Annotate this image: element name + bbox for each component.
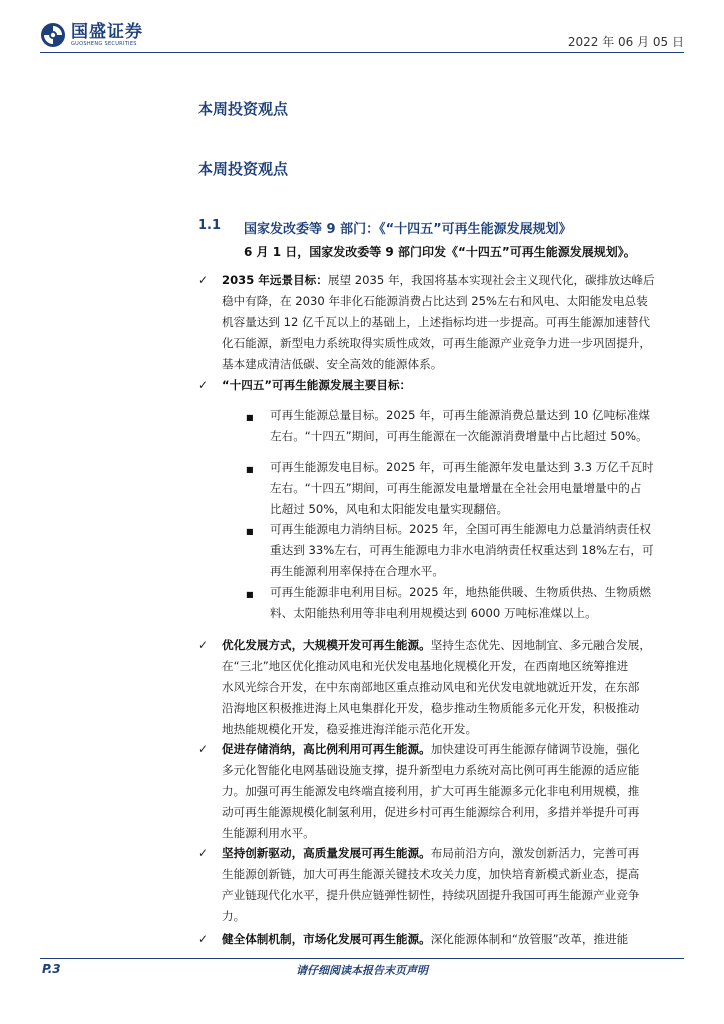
- item-text: 深化能源体制和“放管服”改革，推进能: [430, 932, 629, 946]
- list-item: [222, 375, 684, 396]
- item-heading: 2035 年远景目标：: [222, 273, 328, 287]
- disclaimer-note: 请仔细阅读本报告末页声明: [296, 964, 428, 977]
- subsection-title: 国家发改委等 9 部门：《“十四五”可再生能源发展规划》: [244, 222, 572, 237]
- lead-paragraph: 6 月 1 日，国家发改委等 9 部门印发《“十四五”可再生能源发展规划》。: [244, 245, 636, 259]
- item-text: 化石能源，新型电力系统取得实质性成效，可再生能源产业竞争力进一步巩固提升，: [222, 336, 651, 350]
- bullet-square-icon: ■: [246, 590, 254, 599]
- page-header: [0, 0, 724, 56]
- item-text: 沿海地区积极推进海上风电集群化开发，稳步推动生物质能多元化开发，积极推动: [222, 701, 640, 715]
- item-text: 力。: [222, 909, 246, 923]
- target-text: 左右。“十四五”期间，可再生能源在一次能源消费增量中占比超过 50%。: [270, 429, 648, 443]
- bullet-square-icon: ■: [246, 527, 254, 536]
- target-text: 重达到 33%左右，可再生能源电力非水电消纳责任权重达到 18%左右，可: [270, 543, 654, 557]
- target-text: 可再生能源非电利用目标。2025 年，地热能供暖、生物质供热、生物质燃: [270, 585, 652, 599]
- bullet-square-icon: ■: [246, 465, 254, 474]
- item-heading: 健全体制机制，市场化发展可再生能源。: [222, 932, 431, 946]
- check-icon: ✓: [198, 638, 209, 652]
- list-item: [222, 270, 684, 375]
- item-heading: 坚持创新驱动，高质量发展可再生能源。: [222, 846, 431, 860]
- item-text: 加快建设可再生能源存储调节设施，强化: [430, 742, 640, 756]
- check-icon: ✓: [198, 742, 209, 756]
- item-heading: “十四五”可再生能源发展主要目标：: [222, 378, 412, 392]
- list-item: [222, 843, 684, 927]
- target-item: [270, 519, 684, 582]
- target-item: [270, 457, 684, 520]
- target-item: [270, 405, 684, 447]
- check-icon: ✓: [198, 932, 209, 946]
- target-text: 可再生能源总量目标。2025 年，可再生能源消费总量达到 10 亿吨标准煤: [270, 408, 650, 422]
- brand-logo: [40, 22, 143, 48]
- target-text: 可再生能源电力消纳目标。2025 年，全国可再生能源电力总量消纳责任权: [270, 522, 652, 536]
- item-text: 机容量达到 12 亿千瓦以上的基础上，上述指标均进一步提高。可再生能源加速替代: [222, 315, 650, 329]
- target-item: [270, 582, 684, 624]
- item-text: 布局前沿方向，激发创新活力，完善可再: [430, 846, 640, 860]
- item-heading: 优化发展方式，大规模开发可再生能源。: [222, 638, 431, 652]
- item-text: 产业链现代化水平，提升供应链弹性韧性，持续巩固提升我国可再生能源产业竞争: [222, 888, 640, 902]
- brand-name-en: GUOSHENG SECURITIES: [71, 40, 137, 47]
- item-text: 展望 2035 年，我国将基本实现社会主义现代化，碳排放达峰后: [327, 273, 655, 287]
- item-text: 水风光综合开发，在中东南部地区重点推动风电和光伏发电就地就近开发，在东部: [222, 680, 640, 694]
- subsection-number: 1.1: [198, 218, 222, 233]
- footer-divider: [40, 958, 684, 959]
- item-text: 动可再生能源规模化制氢利用，促进乡村可再生能源综合利用，多措并举提升可再: [222, 805, 640, 819]
- check-icon: ✓: [198, 846, 209, 860]
- item-text: 坚持生态优先、因地制宜、多元融合发展，: [430, 638, 651, 652]
- page-number: P.3: [42, 962, 61, 976]
- header-divider: [40, 52, 684, 53]
- guosheng-logo-icon: [40, 22, 66, 48]
- bullet-square-icon: ■: [246, 413, 254, 422]
- item-text: 在“三北”地区优化推动风电和光伏发电基地化规模化开发，在西南地区统筹推进: [222, 659, 629, 673]
- list-item: [222, 929, 684, 950]
- check-icon: ✓: [198, 273, 209, 287]
- list-item: [222, 739, 684, 844]
- list-item: [222, 635, 684, 740]
- item-text: 力。加强可再生能源发电终端直接利用，扩大可再生能源多元化非电利用规模，推: [222, 784, 640, 798]
- brand-name: 国盛证券: [71, 21, 143, 42]
- section-title: 本周投资观点: [198, 100, 289, 118]
- item-text: 生能源利用水平。: [222, 826, 315, 840]
- item-heading: 促进存储消纳，高比例利用可再生能源。: [222, 742, 431, 756]
- target-text: 比超过 50%，风电和太阳能发电量实现翻倍。: [270, 502, 509, 516]
- section-title: 本周投资观点: [198, 160, 289, 178]
- target-text: 再生能源利用率保持在合理水平。: [270, 564, 444, 578]
- target-text: 左右。“十四五”期间，可再生能源发电量增量在全社会用电量增量中的占: [270, 481, 642, 495]
- item-text: 多元化智能化电网基础设施支撑，提升新型电力系统对高比例可再生能源的适应能: [222, 763, 640, 777]
- item-text: 稳中有降，在 2030 年非化石能源消费占比达到 25%左右和风电、太阳能发电总装: [222, 294, 648, 308]
- target-text: 可再生能源发电目标。2025 年，可再生能源年发电量达到 3.3 万亿千瓦时: [270, 460, 654, 474]
- item-text: 地热能规模化开发，稳妥推进海洋能示范化开发。: [222, 722, 478, 736]
- target-text: 料、太阳能热利用等非电利用规模达到 6000 万吨标准煤以上。: [270, 606, 597, 620]
- check-icon: ✓: [198, 378, 209, 392]
- report-date: 2022 年 06 月 05 日: [567, 35, 684, 49]
- item-text: 生能源创新链，加大可再生能源关键技术攻关力度，加快培育新模式新业态，提高: [222, 867, 640, 881]
- item-text: 基本建成清洁低碳、安全高效的能源体系。: [222, 357, 443, 371]
